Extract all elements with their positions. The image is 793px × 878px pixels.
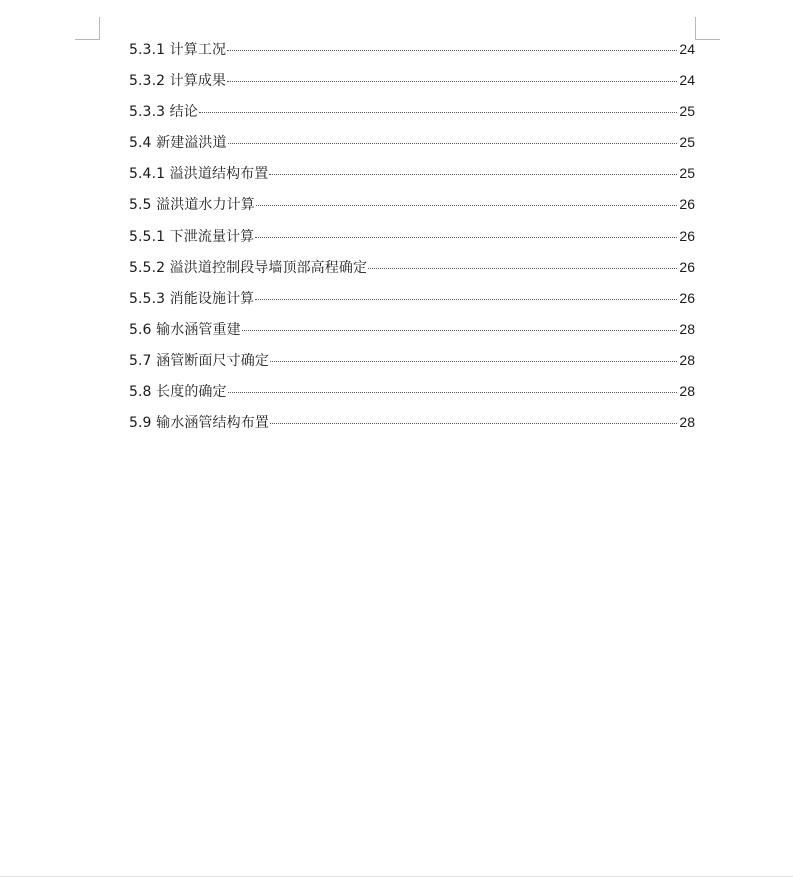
top-left-margin-mark bbox=[75, 17, 100, 40]
toc-entry-title: 5.3.3 结论 bbox=[129, 104, 198, 121]
toc-dot-leader bbox=[227, 50, 677, 51]
toc-page-number: 26 bbox=[679, 289, 695, 306]
toc-entry-title: 5.8 长度的确定 bbox=[129, 384, 227, 401]
toc-dot-leader bbox=[255, 299, 677, 300]
toc-dot-leader bbox=[270, 423, 678, 424]
toc-page-number: 28 bbox=[679, 414, 695, 431]
toc-entry-title: 5.5.2 溢洪道控制段导墙顶部高程确定 bbox=[129, 259, 368, 276]
toc-entry-title: 5.7 涵管断面尺寸确定 bbox=[129, 352, 269, 369]
toc-page-number: 25 bbox=[679, 103, 695, 120]
toc-entry-title: 5.4.1 溢洪道结构布置 bbox=[129, 166, 269, 183]
toc-entry[interactable] bbox=[129, 130, 695, 161]
toc-entry[interactable] bbox=[129, 37, 695, 68]
toc-entry-title: 5.5.3 消能设施计算 bbox=[129, 290, 255, 307]
toc-entry[interactable] bbox=[129, 379, 695, 410]
toc-dot-leader bbox=[227, 81, 677, 82]
toc-entry-title: 5.5.1 下泄流量计算 bbox=[129, 228, 255, 245]
toc-page-number: 26 bbox=[679, 258, 695, 275]
toc-entry-title: 5.6 输水涵管重建 bbox=[129, 321, 241, 338]
toc-dot-leader bbox=[242, 330, 678, 331]
toc-entry[interactable] bbox=[129, 161, 695, 192]
toc-dot-leader bbox=[368, 268, 677, 269]
toc-entry[interactable] bbox=[129, 99, 695, 130]
toc-entry-title: 5.4 新建溢洪道 bbox=[129, 135, 227, 152]
toc-entry[interactable] bbox=[129, 192, 695, 223]
toc-entry[interactable] bbox=[129, 224, 695, 255]
toc-page-number: 25 bbox=[679, 165, 695, 182]
toc-dot-leader bbox=[270, 361, 678, 362]
toc-dot-leader bbox=[269, 174, 677, 175]
toc-entry-title: 5.3.2 计算成果 bbox=[129, 73, 227, 90]
toc-page-number: 24 bbox=[679, 72, 695, 89]
toc-entry[interactable] bbox=[129, 410, 695, 441]
toc-dot-leader bbox=[256, 205, 678, 206]
toc-dot-leader bbox=[228, 143, 678, 144]
toc-entry[interactable] bbox=[129, 317, 695, 348]
toc-page-number: 25 bbox=[679, 134, 695, 151]
toc-entry[interactable] bbox=[129, 255, 695, 286]
toc-page-number: 28 bbox=[679, 383, 695, 400]
toc-entry[interactable] bbox=[129, 348, 695, 379]
toc-page-number: 24 bbox=[679, 41, 695, 57]
toc-page-number: 26 bbox=[679, 227, 695, 244]
toc-dot-leader bbox=[255, 237, 677, 238]
toc-dot-leader bbox=[199, 112, 678, 113]
toc-entry[interactable] bbox=[129, 68, 695, 99]
toc-entry-title: 5.9 输水涵管结构布置 bbox=[129, 415, 269, 432]
top-right-margin-mark bbox=[695, 17, 720, 40]
toc-page-number: 28 bbox=[679, 351, 695, 368]
toc-dot-leader bbox=[228, 392, 678, 393]
toc-page-number: 26 bbox=[679, 196, 695, 213]
toc-page-number: 28 bbox=[679, 320, 695, 337]
toc-entry-title: 5.5 溢洪道水力计算 bbox=[129, 197, 255, 214]
table-of-contents bbox=[129, 37, 695, 441]
toc-entry-title: 5.3.1 计算工况 bbox=[129, 42, 227, 58]
toc-entry[interactable] bbox=[129, 286, 695, 317]
